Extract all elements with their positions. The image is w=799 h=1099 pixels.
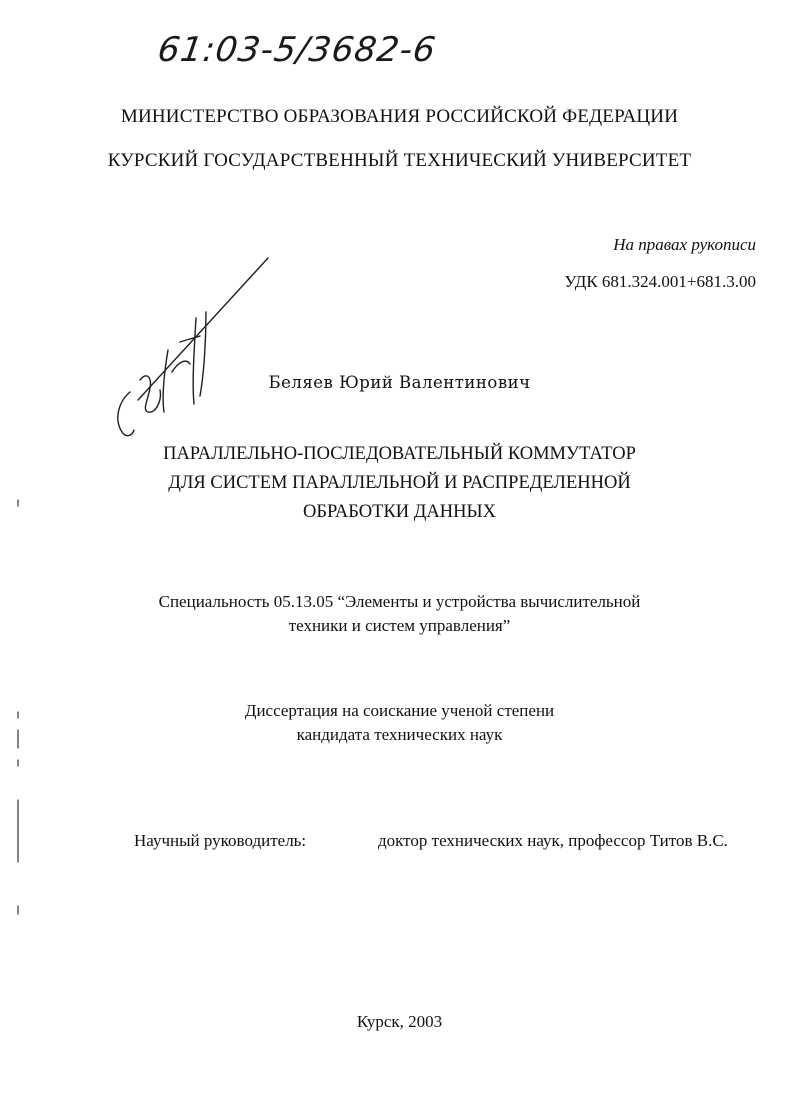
city-year: Курск, 2003 <box>356 1012 443 1031</box>
title-line: ОБРАБОТКИ ДАННЫХ <box>303 502 496 522</box>
specialty-line: Специальность 05.13.05 “Элементы и устройства вычислительной <box>158 592 641 611</box>
handwritten-archive-code: 61:03-5/3682-6 <box>155 30 439 70</box>
title-line: ДЛЯ СИСТЕМ ПАРАЛЛЕЛЬНОЙ И РАСПРЕДЕЛЕННОЙ <box>168 473 631 493</box>
university-heading: КУРСКИЙ ГОСУДАРСТВЕННЫЙ ТЕХНИЧЕСКИЙ УНИВЕРСИТЕТ <box>107 150 692 171</box>
supervisor-value: доктор технических наук, профессор Титов В.С. <box>378 831 728 850</box>
supervisor-label: Научный руководитель: <box>134 831 307 850</box>
rights-note: На правах рукописи <box>613 235 756 254</box>
author-name: Беляев Юрий Валентинович <box>268 373 531 392</box>
ministry-heading: МИНИСТЕРСТВО ОБРАЗОВАНИЯ РОССИЙСКОЙ ФЕДЕРАЦИИ <box>120 106 679 127</box>
udc-code: УДК 681.324.001+681.3.00 <box>564 272 756 291</box>
title-line: ПАРАЛЛЕЛЬНО-ПОСЛЕДОВАТЕЛЬНЫЙ КОММУТАТОР <box>163 444 636 464</box>
degree-line: Диссертация на соискание ученой степени <box>244 701 555 720</box>
specialty-line: техники и систем управления” <box>288 616 511 635</box>
degree-line: кандидата технических наук <box>296 725 503 744</box>
